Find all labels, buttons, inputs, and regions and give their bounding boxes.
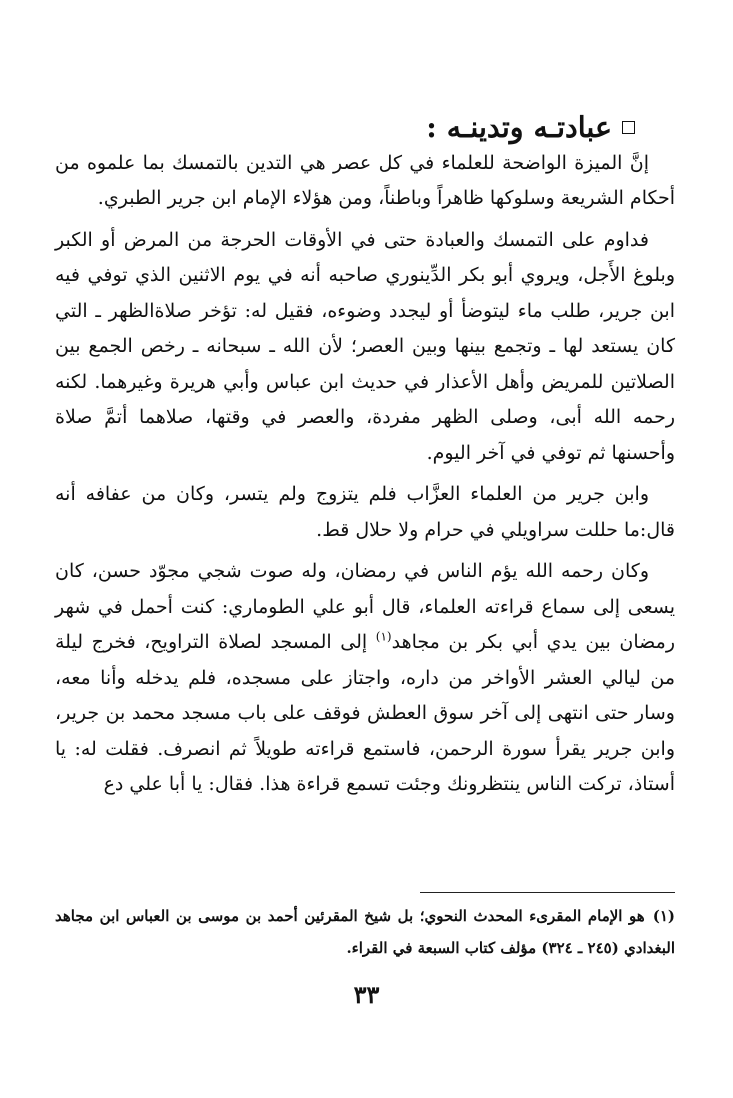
footnote-number: (١) — [652, 907, 675, 925]
footnote-marker: (١) — [375, 629, 392, 644]
footnote — [55, 900, 675, 964]
main-text — [55, 110, 675, 809]
paragraph-4-part-1: وكان رحمه الله يؤم الناس في رمضان، وله صوت شجي مجوّد حسن، كان يسعى إلى سماع قراءته العلماء، قال أبو علي الطوماري: كنت أحمل في شهر رمضان بين يدي أبي بكر بن مجاهد — [55, 560, 675, 653]
paragraph-2: فداوم على التمسك والعبادة حتى في الأوقات الحرجة من المرض أو الكبر وبلوغ الأَجل، ويروي أبو بكر الدِّينوري صاحبه أنه في يوم الاثنين الذي توفي فيه ابن جرير، طلب ماء ليتوضأ أو ليجدد وضوءه، فقيل له: تؤخر صلاةالظهر ـ التي كان يستعد لها ـ وتجمع بينها وبين العصر؛ لأن الله ـ سبحانه ـ رخص الجمع بين الصلاتين للمريض وأهل الأعذار في حديث ابن عباس وأبي هريرة وغيرهما. لكنه رحمه الله أبى، وصلى الظهر مفردة، والعصر في وقتها، صلاهما أتمَّ صلاة وأحسنها ثم توفي في آخر اليوم. — [55, 228, 675, 464]
paragraph-4-part-2: إلى المسجد لصلاة التراويح، فخرج ليلة من ليالي العشر الأواخر من داره، واجتاز على مسجده، فلم يدخله وأنا معه، وسار حتى انتهى إلى آخر سوق العطش فوقف على باب مسجد محمد بن جرير، وابن جرير يقرأ سورة الرحمن، فاستمع قراءته طويلاً ثم انصرف. فقلت له: يا أستاذ، تركت الناس ينتظرونك وجئت تسمع قراءة هذا. فقال: يا أبا علي دع — [55, 631, 675, 795]
square-bullet-icon — [622, 121, 635, 134]
paragraph-1: إنَّ الميزة الواضحة للعلماء في كل عصر هي التدين بالتمسك بما علموه من أحكام الشريعة وسلوكها ظاهراً وباطناً، ومن هؤلاء الإمام ابن جرير الطبري. — [55, 151, 675, 209]
footnote-text: هو الإمام المقرىء المحدث النحوي؛ بل شيخ المقرئين أحمد بن موسى بن العباس ابن مجاهد البغدادي (٢٤٥ ـ ٣٢٤) مؤلف كتاب السبعة في القراء. — [55, 907, 675, 957]
paragraph-4 — [55, 554, 675, 803]
paragraph-3: وابن جرير من العلماء العزَّاب فلم يتزوج ولم يتسر، وكان من عفافه أنه قال:ما حللت سراويلي في حرام ولا حلال قط. — [55, 483, 675, 541]
section-heading-text: عبادتـه وتدينـه : — [426, 110, 612, 144]
section-heading — [55, 110, 675, 146]
footnote-divider — [420, 892, 675, 893]
page-number: ٣٣ — [353, 980, 380, 1009]
